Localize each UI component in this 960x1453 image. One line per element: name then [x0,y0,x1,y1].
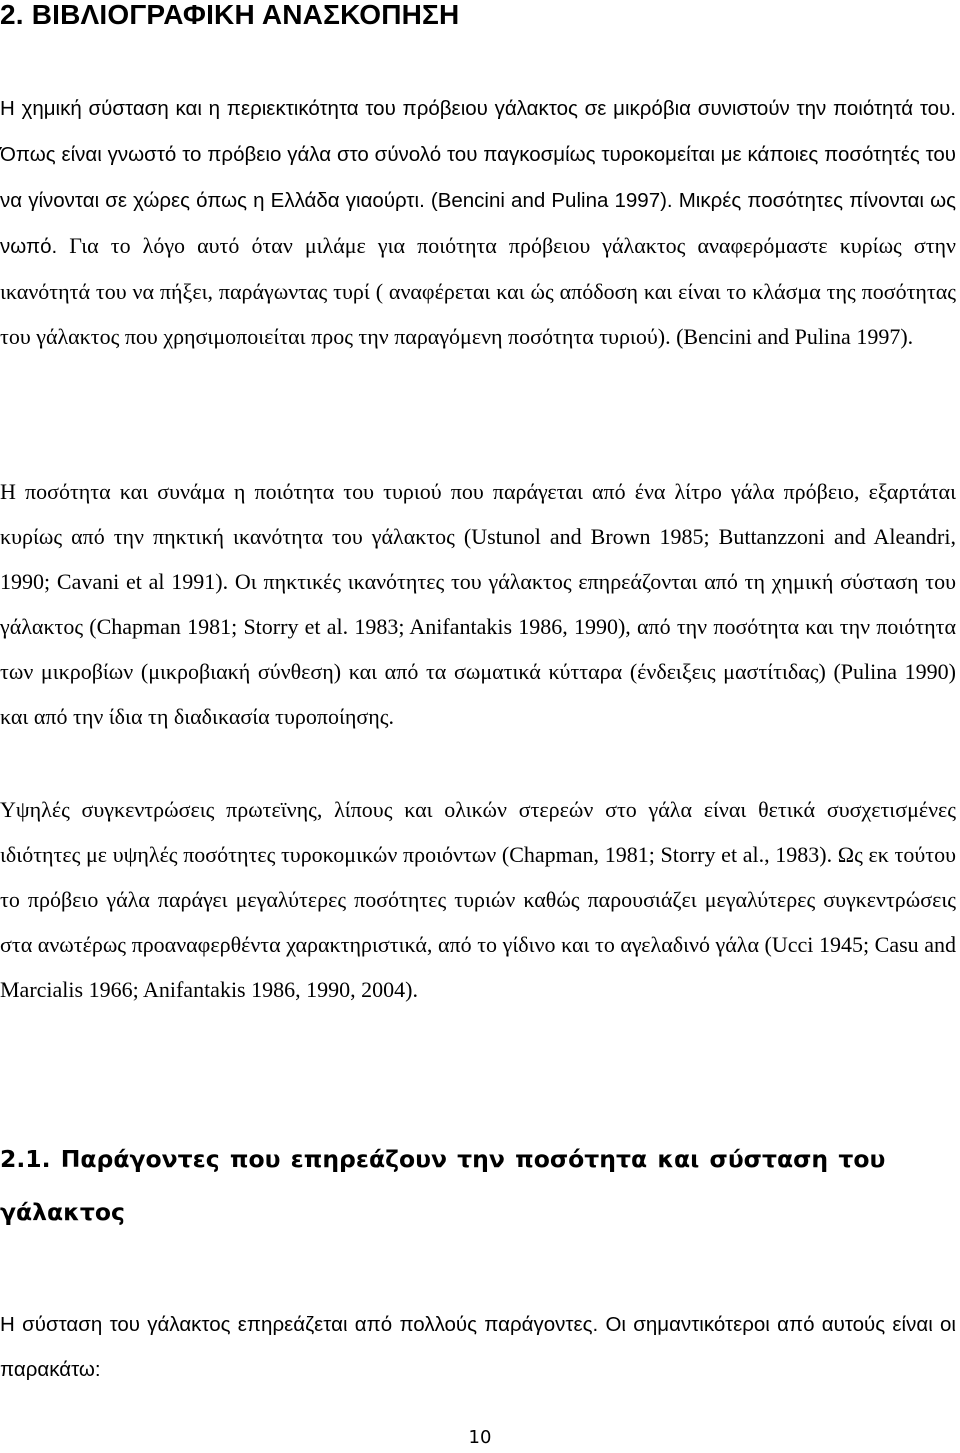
page-number: 10 [468,1427,492,1448]
paragraph-3-part-b: Ως εκ τούτου το πρόβειο γάλα παράγει μεγαλύτερες ποσότητες τυριών καθώς παρουσιάζει μεγαλύτερες συγκεντρώσεις στα ανωτέρως προαναφερθέντα χαρακτηριστικά, από το γίδινο και το αγελαδινό γάλα (Ucci 1945; Casu and Marcialis 1966; Anifantakis 1986, 1990, 2004). [0,842,957,1002]
paragraph-1-part-a: Η χημική σύσταση και η περιεκτικότητα του πρόβειου γάλακτος σε μικρόβια συνιστούν την ποιότητά του. Όπως είναι γνωστό το πρόβειο γάλα στο σύνολό του παγκοσμίως τυροκομείται με κάποιες ποσότητές του να γίνονται σε χώρες όπως η Ελλάδα γιαούρτι. (Bencini and Pulina 1997). Μικρές ποσότητες πίνονται ως νωπό. [0,97,956,258]
paragraph-2-part-a: Η ποσότητα και συνάμα η ποιότητα του τυριού που παράγεται από ένα λίτρο γάλα πρόβειο, εξαρτάται κυρίως από την πηκτική ικανότητα του γάλακτος (Ustunol and Brown 1985; Buttanzzoni and Aleandri, 1990; Cavani et al 1991). [0,479,956,594]
paragraph-3 [0,787,956,1012]
paragraph-1 [0,85,956,359]
paragraph-2 [0,469,956,739]
paragraph-4 [0,1302,956,1392]
subsection-heading: 2.1. Παράγοντες που επηρεάζουν την ποσότητα και σύσταση του γάλακτος [0,1145,886,1226]
paragraph-1-part-b: Για το λόγο αυτό όταν μιλάμε για ποιότητα πρόβειου γάλακτος αναφερόμαστε κυρίως στην ικανότητά του να πήξει, παράγωντας τυρί ( αναφέρεται και ώς απόδοση και είναι το κλάσμα της ποσότητας του γάλακτος που χρησιμοποιείται προς την παραγόμενη ποσότητα τυριού). (Bencini and Pulina 1997). [0,233,956,349]
section-heading: 2. ΒΙΒΛΙΟΓΡΑΦΙΚΗ ΑΝΑΣΚΟΠΗΣΗ [0,0,460,30]
paragraph-3-part-a: Υψηλές συγκεντρώσεις πρωτεϊνης, λίπους και ολικών στερεών στο γάλα είναι θετικά συσχετισμένες ιδιότητες με υψηλές ποσότητες τυροκομικών προιόντων (Chapman, 1981; Storry et al., 1983). [0,797,956,867]
paragraph-2-part-b: Οι πηκτικές ικανότητες του γάλακτος επηρεάζονται από τη χημική σύσταση του γάλακτος (Chapman 1981; Storry et al. 1983; Anifantakis 1986, 1990), από την ποσότητα και την ποιότητα των μικροβίων (μικροβιακή σύνθεση) και από τα σωματικά κύτταρα (ένδειξεις μαστίτιδας) (Pulina 1990) και από την ίδια τη διαδικασία τυροποίησης. [0,569,956,729]
paragraph-4-text: Η σύσταση του γάλακτος επηρεάζεται από πολλούς παράγοντες. Οι σημαντικότεροι από αυτούς είναι οι παρακάτω: [0,1313,956,1381]
